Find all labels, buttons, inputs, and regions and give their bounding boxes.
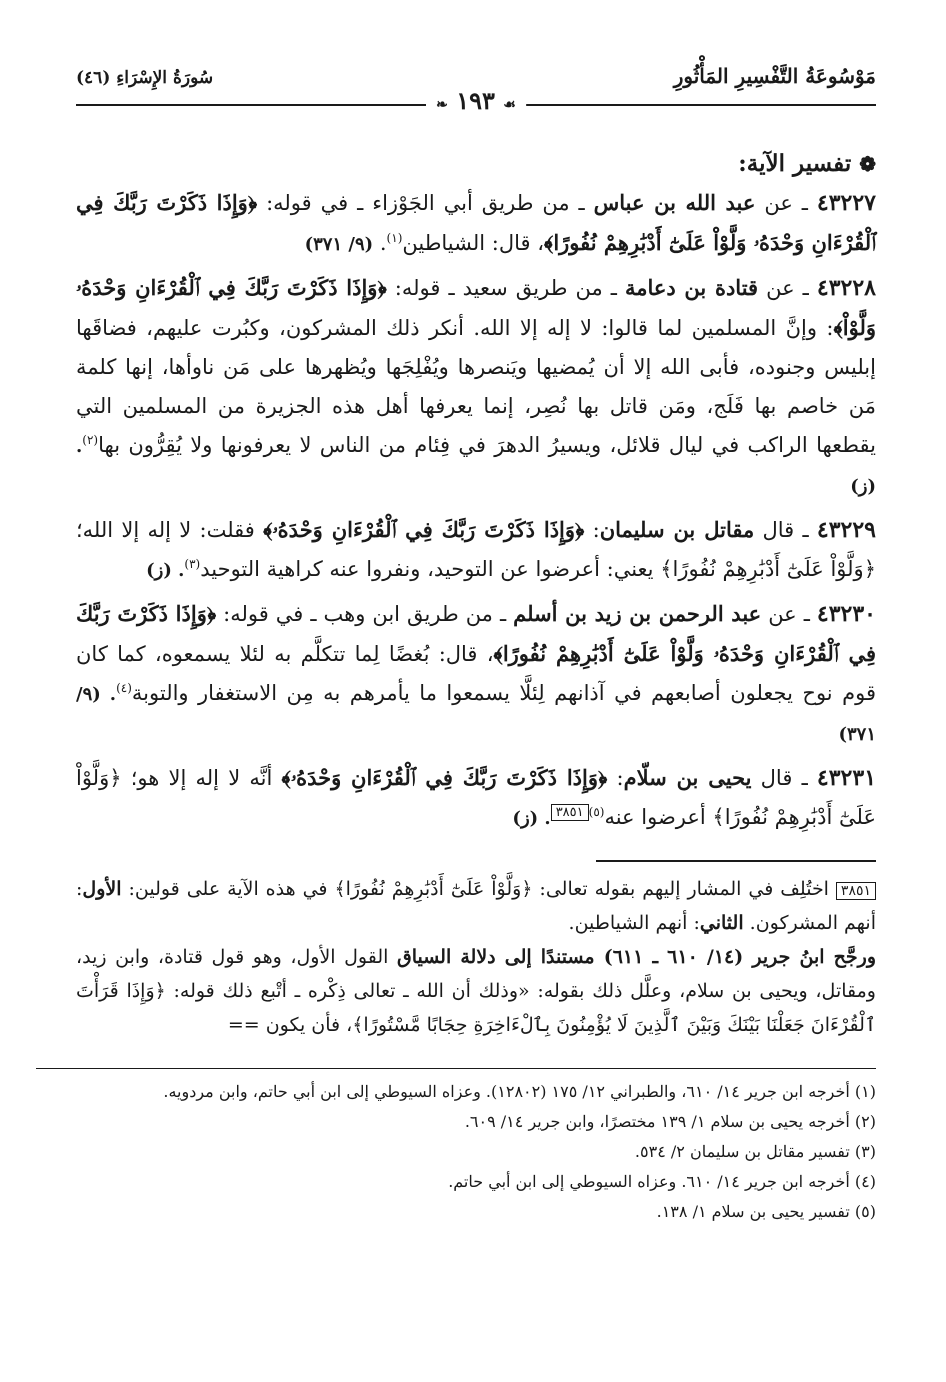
- entry-text: ـ من طريق أبي الجَوْزاء ـ في قوله:: [257, 191, 594, 215]
- note-text: : أنهم الشياطين.: [568, 911, 700, 934]
- flower-icon: ❁: [859, 152, 876, 176]
- note-first-label: الأول: [82, 877, 122, 900]
- source-reference: . (ز): [512, 808, 551, 829]
- entry-text: ـ قال: [751, 766, 817, 790]
- note-paragraph-1: [76, 872, 876, 940]
- note-bold: مستندًا إلى دلالة السياق: [396, 945, 595, 968]
- entry-number: ٤٣٢٢٨: [816, 275, 876, 301]
- quran-verse: ﴿وَإِذَا ذَكَرْتَ رَبَّكَ فِي ٱلْقُرْءَانِ وَحْدَهُۥ وَلَّوْاْ﴾: [76, 275, 876, 340]
- entry-43230: [76, 594, 876, 754]
- commentary-note: [76, 872, 876, 1042]
- note-paragraph-2: [76, 940, 876, 1042]
- note-bold: ورجَّح ابنُ جرير: [752, 945, 876, 968]
- ornament-icon: ❧: [436, 97, 448, 113]
- entry-text: ، قال: بُغضًا لِما تتكلَّم به لئلا يسمعوه، كما كان قوم نوح يجعلون أصابعهم في آذانهم لِئلَّا يسمعوا ما يأمرهم به مِن الاستغفار والتوبة: [76, 642, 876, 705]
- footnote-5: (٥) تفسير يحيى بن سلام ١/ ١٣٨.: [656, 1201, 876, 1221]
- entry-43231: [76, 758, 876, 838]
- footnote-marker: (٤): [116, 681, 132, 695]
- entry-text: : وإنَّ المسلمين لما قالوا: لا إله إلا الله. أنكر ذلك المشركون، وكبُرت عليهم، فضاقَها إبليس وجنوده، فأبى الله إلا أن يُمضيها ويَنصرها ويُفْلِجَها ويُظهرها على مَن ناوأها، إنها كلمة مَن خاصم بها فَلَج، ومَن قاتل بها نُصِر، إنما يعرفها أهل هذه الجزيرة من المسلمين التي يقطعها الراكب في ليال قلائل، ويسيرُ الدهرَ في فِئام من الناس لا يعرفونها ولا يُقِرُّون بها: [76, 316, 876, 457]
- quran-verse: ﴿وَإِذَا ذَكَرْتَ رَبَّكَ فِي ٱلْقُرْءَانِ وَحْدَهُۥ﴾: [281, 765, 608, 790]
- page-number: ١٩٣: [456, 86, 495, 115]
- footnote-marker: (٥): [588, 805, 605, 819]
- entry-number: ٤٣٢٢٩: [816, 517, 876, 543]
- entry-43229: [76, 510, 876, 590]
- footnote-4: (٤) أخرجه ابن جرير ١٤/ ٦١٠. وعزاه السيوطي إلى ابن أبي حاتم.: [448, 1171, 876, 1191]
- narrator: قتادة بن دعامة: [624, 275, 759, 300]
- section-title-text: تفسير الآية:: [738, 150, 852, 177]
- entry-text: ـ من طريق ابن وهب ـ في قوله:: [216, 602, 514, 626]
- source-reference: . (ز): [76, 436, 876, 497]
- note-text: : أنهم المشركون.: [76, 877, 876, 934]
- entry-text: ـ قال: [754, 518, 817, 542]
- footnotes: [76, 1077, 876, 1227]
- footnote-marker: (٢): [82, 433, 99, 447]
- entry-text: ـ عن: [755, 191, 817, 215]
- page-header: [76, 58, 876, 115]
- narrator: عبد الله بن عباس: [593, 190, 756, 215]
- narrator: عبد الرحمن بن زيد بن أسلم: [513, 601, 762, 626]
- entry-number: ٤٣٢٢٧: [816, 190, 876, 216]
- footnote-1: (١) أخرجه ابن جرير ١٤/ ٦١٠، والطبراني ١٢/ ١٧٥ (١٢٨٠٢). وعزاه السيوطي إلى ابن أبي حاتم، وابن مردويه.: [163, 1081, 876, 1101]
- note-second-label: الثاني: [699, 911, 744, 934]
- ornament-icon: ☙: [503, 97, 516, 113]
- quran-verse: ﴿وَإِذَا ذَكَرْتَ رَبَّكَ فِي ٱلْقُرْءَانِ وَحْدَهُۥ وَلَّوْاْ عَلَىٰٓ أَدْبَٰرِهِمْ نُفُورًا﴾: [76, 190, 876, 255]
- entry-text: ، قال: الشياطين: [402, 231, 545, 255]
- footnote-divider: [36, 1068, 876, 1069]
- volume-reference: . (٩/ ٣٧١): [76, 684, 876, 745]
- header-rule-left: [76, 104, 426, 106]
- entry-text: :: [607, 766, 624, 790]
- footnote-marker: (١): [386, 231, 403, 245]
- header-rule-right: [526, 104, 876, 106]
- page-number-box: [426, 86, 526, 115]
- narrator: مقاتل بن سليمان: [599, 517, 755, 542]
- book-title: مَوْسُوعَةُ التَّفْسِيرِ المَأْثُورِ: [673, 64, 876, 88]
- note-box-number: ٣٨٥١: [836, 882, 876, 900]
- entry-number: ٤٣٢٣٠: [816, 601, 876, 627]
- footnote-2: (٢) أخرجه يحيى بن سلام ١/ ١٣٩ مختصرًا، وابن جرير ١٤/ ٦٠٩.: [464, 1111, 876, 1131]
- entry-text: ـ من طريق سعيد ـ قوله:: [386, 276, 625, 300]
- note-divider: [596, 860, 876, 862]
- quran-verse: ﴿وَإِذَا ذَكَرْتَ رَبَّكَ فِي ٱلْقُرْءَانِ وَحْدَهُۥ﴾: [263, 517, 585, 542]
- entry-text: ـ عن: [761, 602, 817, 626]
- commentary-ref-box: ٣٨٥١: [551, 804, 589, 821]
- entry-number: ٤٣٢٣١: [816, 765, 877, 791]
- volume-reference: (٩/ ٣٧١): [304, 234, 374, 255]
- narrator: يحيى بن سلّام: [623, 765, 752, 790]
- section-title: [76, 150, 876, 177]
- entry-43227: ٤٣٢٢٧ ـ عن عبد الله بن عباس ـ من طريق أبي الجَوْزاء ـ في قوله: ﴿وَإِذَا ذَكَرْتَ رَبَّكَ فِي ٱلْقُرْءَانِ وَحْدَهُۥ وَلَّوْاْ عَلَىٰٓ أَدْبَٰرِهِمْ نُفُورًا﴾، قال: الشياطين$^{(١)}$. (٩/ ٣٧١): [76, 190, 876, 255]
- note-text: القول الأول، وهو قول قتادة، وابن زيد، ومقاتل، ويحيى بن سلام، وعلَّل ذلك بقوله: «وذلك أن الله ـ تعالى ذِكْره ـ أتْبع ذلك قوله: ﴿وَإِذَا قَرَأْتَ ٱلْقُرْءَانَ جَعَلْنَا بَيْنَكَ وَبَيْنَ ٱلَّذِينَ لَا يُؤْمِنُونَ بِٱلْءَاخِرَةِ حِجَابًا مَّسْتُورًا﴾، فأن يكون ==: [76, 945, 876, 1036]
- footnote-marker: (٣): [184, 557, 201, 571]
- entry-text: فقلت: لا إله إلا الله؛ ﴿وَلَّوْاْ عَلَىٰٓ أَدْبَٰرِهِمْ نُفُورًا﴾ يعني: أعرضوا عن التوحيد، ونفروا عنه كراهية التوحيد: [76, 518, 876, 581]
- note-ref: (١٤/ ٦١٠ ـ ٦١١): [594, 945, 753, 968]
- surah-reference: سُورَةُ الإِسْرَاءِ (٤٦): [76, 68, 214, 88]
- entry-43228: [76, 268, 876, 506]
- entry-text: :: [584, 518, 600, 542]
- footnote-3: (٣) تفسير مقاتل بن سليمان ٢/ ٥٣٤.: [634, 1141, 876, 1161]
- note-text: اختُلِف في المشار إليهم بقوله تعالى: ﴿وَلَّوْاْ عَلَىٰٓ أَدْبَٰرِهِمْ نُفُورًا﴾ في هذه الآية على قولين:: [121, 877, 836, 900]
- quran-verse: ﴿وَإِذَا ذَكَرْتَ رَبَّكَ فِي ٱلْقُرْءَانِ وَحْدَهُۥ وَلَّوْاْ عَلَىٰٓ أَدْبَٰرِهِمْ نُفُورًا﴾: [76, 601, 877, 666]
- source-reference: . (ز): [146, 560, 185, 581]
- entries: [76, 183, 876, 838]
- entry-text: ـ عن: [758, 276, 817, 300]
- entry-text: أنَّه لا إله إلا هو؛ ﴿وَلَّوْاْ عَلَىٰٓ أَدْبَٰرِهِمْ نُفُورًا﴾ أعرضوا عنه: [76, 766, 876, 829]
